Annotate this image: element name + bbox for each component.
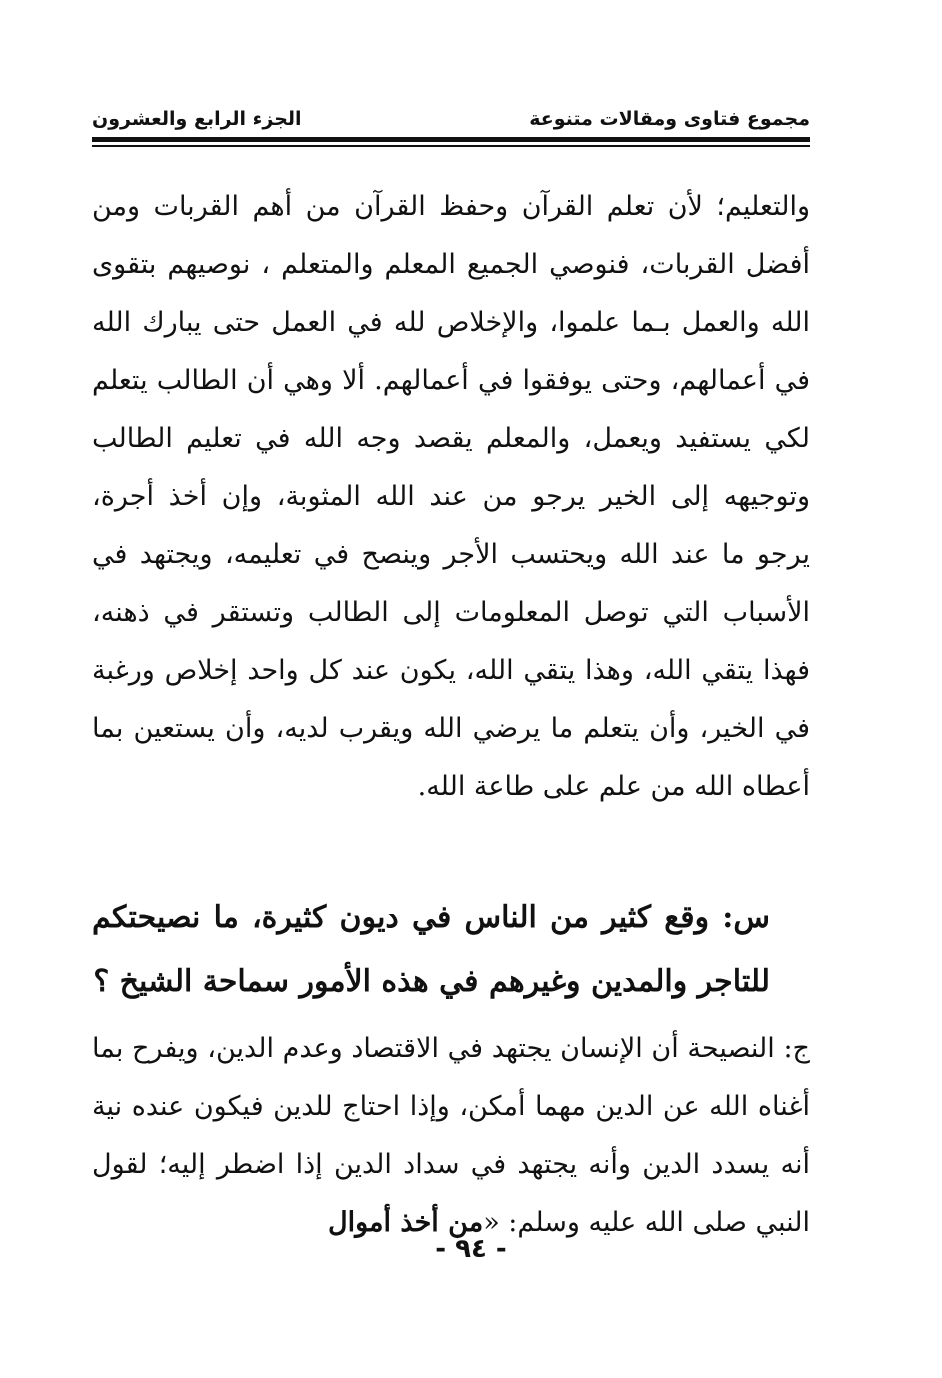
paragraph-1: والتعليم؛ لأن تعلم القرآن وحفظ القرآن من أهم القربات ومن أفضل القربات، فنوصي الجميع المعلم والمتعلم ، نوصيهم بتقوى الله والعمل بـما علموا، والإخلاص لله في العمل حتى يبارك الله في أعمالهم، وحتى يوفقوا في أعمالهم. ألا وهي أن الطالب يتعلم لكي يستفيد ويعمل، والمعلم يقصد وجه الله في تعليم الطالب وتوجيهه إلى الخير يرجو من عند الله المثوبة، وإن أخذ أجرة، يرجو ما عند الله ويحتسب الأجر وينصح في تعليمه، ويجتهد في الأسباب التي توصل المعلومات إلى الطالب وتستقر في ذهنه، فهذا يتقي الله، وهذا يتقي الله، يكون عند كل واحد إخلاص ورغبة في الخير، وأن يتعلم ما يرضي الله ويقرب لديه، وأن يستعين بما أعطاه الله من علم على طاعة الله. — [92, 191, 810, 802]
question-heading: س: وقع كثير من الناس في ديون كثيرة، ما نصيحتكم للتاجر والمدين وغيرهم في هذه الأمور سماحة الشيخ ؟ — [92, 900, 770, 999]
page-number: - ٩٤ - — [435, 1234, 507, 1264]
volume-label: الجزء الرابع والعشرون — [92, 108, 302, 130]
hadith-quote-start: من أخذ أموال — [327, 1207, 484, 1238]
header-rule-thick — [92, 137, 810, 142]
answer-paragraph — [92, 1020, 810, 1252]
header-rule-thin — [92, 145, 810, 147]
page-header — [92, 92, 810, 130]
book-title: مجموع فتاوى ومقالات متنوعة — [529, 108, 810, 130]
answer-text: ج: النصيحة أن الإنسان يجتهد في الاقتصاد وعدم الدين، ويفرح بما أغناه الله عن الدين مهما أمكن، وإذا احتاج للدين فيكون عنده نية أنه يسدد الدين وأنه يجتهد في سداد الدين إذا اضطر إليه؛ لقول النبي صلى الله عليه وسلم: « — [92, 1033, 810, 1238]
page-content — [92, 178, 810, 1252]
